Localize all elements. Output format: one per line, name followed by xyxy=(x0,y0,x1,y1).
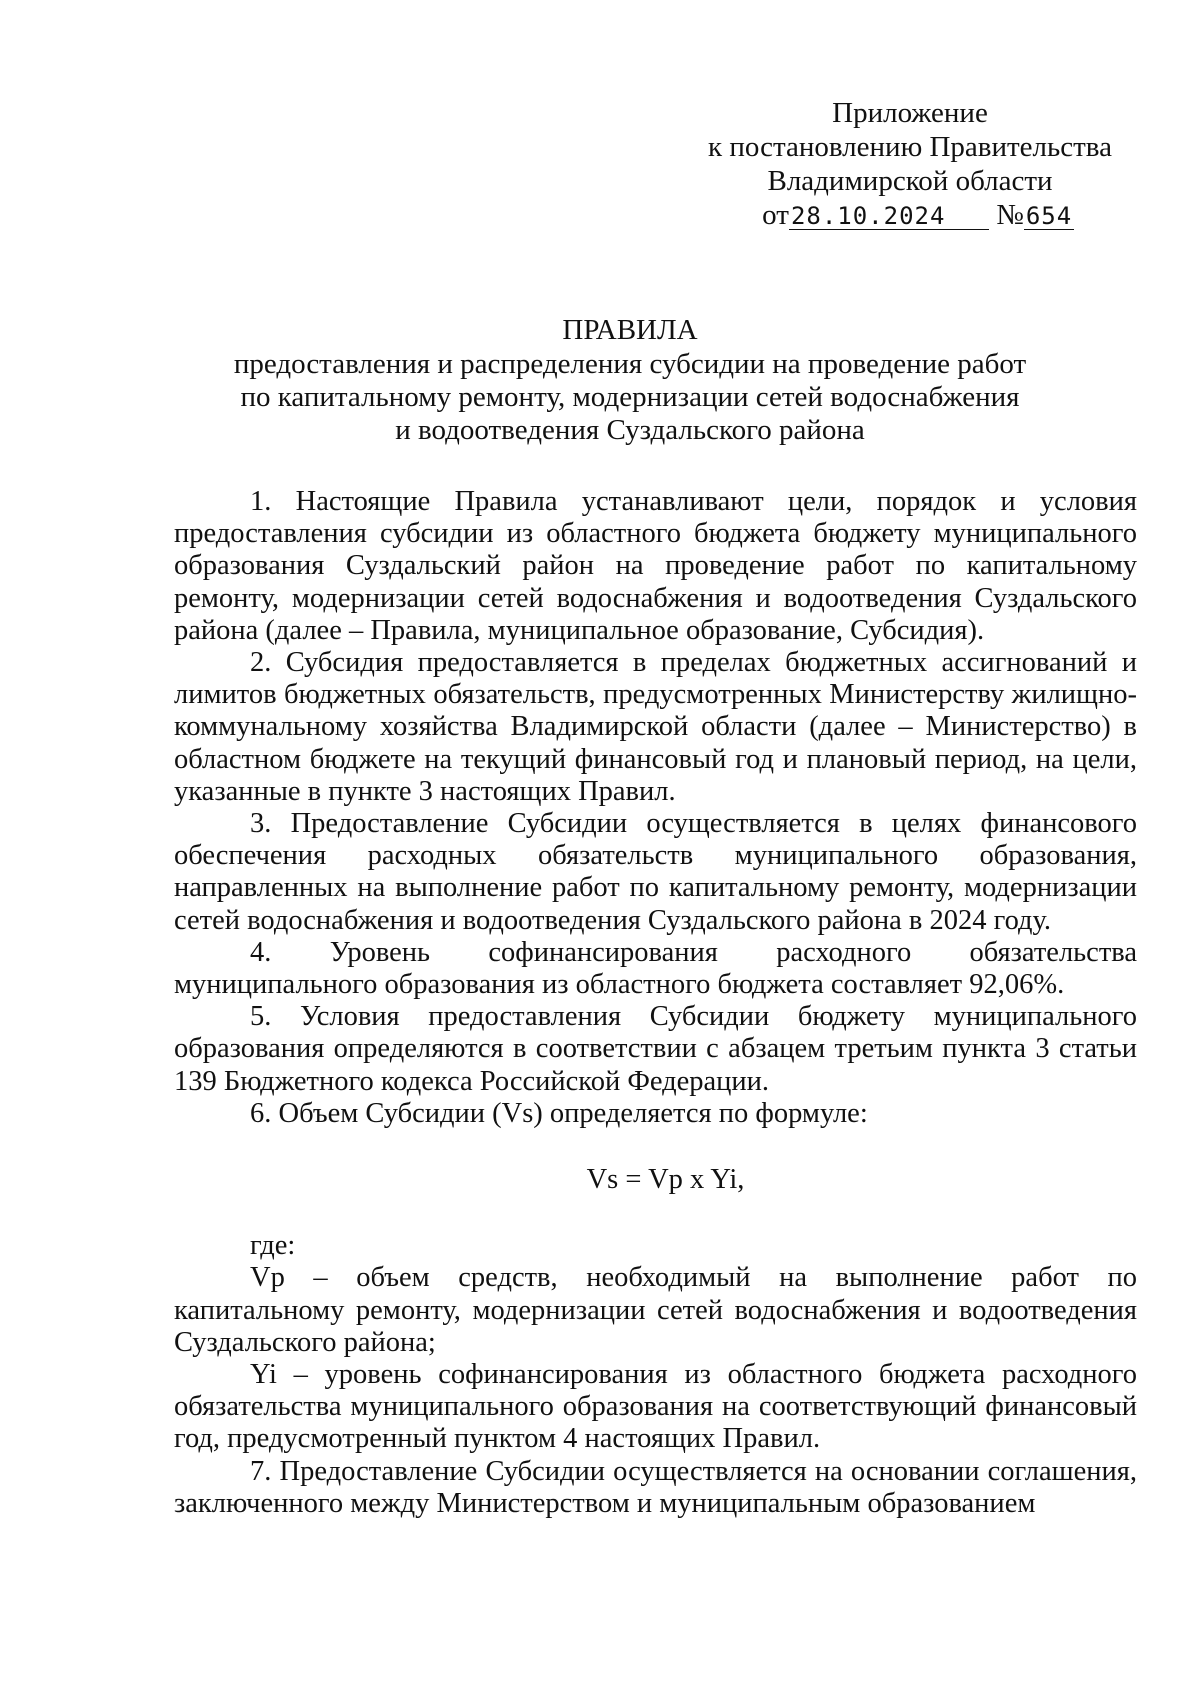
date-prefix: от xyxy=(762,199,789,231)
appendix-date-line xyxy=(708,198,1128,232)
title-sub-2: по капитальному ремонту, модернизации сетей водоснабжения xyxy=(240,381,1020,413)
paragraph-1: 1. Настоящие Правила устанавливают цели, порядок и условия предоставления субсидии из областного бюджета бюджету муниципального образования Суздальский район на проведение работ по капитальному ремонту, модернизации сетей водоснабжения и водоотведения Суздальского района (далее – Правила, муниципальное образование, Субсидия). xyxy=(174,486,1137,646)
paragraph-5: 5. Условия предоставления Субсидии бюджету муниципального образования определяются в соответствии с абзацем третьим пункта 3 статьи 139 Бюджетного кодекса Российской Федерации. xyxy=(174,1001,1137,1097)
appendix-title: Приложение xyxy=(832,97,988,129)
appendix-region-line: Владимирской области xyxy=(767,165,1053,197)
formula: Vs = Vp x Yi, xyxy=(586,1164,745,1196)
where-label: где: xyxy=(250,1230,296,1262)
number-field xyxy=(1024,202,1074,230)
definition-vp: Vp – объем средств, необходимый на выполнение работ по капитальному ремонту, модернизации сетей водоснабжения и водоотведения Суздальского района; xyxy=(174,1262,1137,1358)
title-main: ПРАВИЛА xyxy=(562,314,698,346)
document-title xyxy=(180,314,1080,447)
paragraph-4: 4. Уровень софинансирования расходного обязательства муниципального образования из областного бюджета составляет 92,06%. xyxy=(174,936,1137,1001)
number-sign: № xyxy=(996,199,1024,231)
definition-yi: Yi – уровень софинансирования из областного бюджета расходного обязательства муниципального образования на соответствующий финансовый год, предусмотренный пунктом 4 настоящих Правил. xyxy=(174,1359,1137,1455)
date-field xyxy=(789,202,989,230)
title-sub-3: и водоотведения Суздальского района xyxy=(395,414,865,446)
number-value: 654 xyxy=(1025,202,1073,230)
paragraph-3: 3. Предоставление Субсидии осуществляется в целях финансового обеспечения расходных обязательств муниципального образования, направленных на выполнение работ по капитальному ремонту, модернизации сетей водоснабжения и водоотведения Суздальского района в 2024 году. xyxy=(174,808,1137,936)
appendix-header xyxy=(700,96,1120,232)
paragraph-2: 2. Субсидия предоставляется в пределах бюджетных ассигнований и лимитов бюджетных обязательств, предусмотренных Министерству жилищно-коммунальному хозяйства Владимирской области (далее – Министерство) в областном бюджете на текущий финансовый год и плановый период, на цели, указанные в пункте 3 настоящих Правил. xyxy=(174,647,1137,807)
paragraph-7: 7. Предоставление Субсидии осуществляется на основании соглашения, заключенного между Министерством и муниципальным образованием xyxy=(174,1455,1137,1519)
title-sub-1: предоставления и распределения субсидии на проведение работ xyxy=(233,348,1027,380)
paragraph-6: 6. Объем Субсидии (Vs) определяется по формуле: xyxy=(250,1097,868,1129)
document-body xyxy=(174,486,1137,1520)
appendix-ref-line: к постановлению Правительства xyxy=(708,131,1112,163)
date-value: 28.10.2024 xyxy=(790,202,946,230)
